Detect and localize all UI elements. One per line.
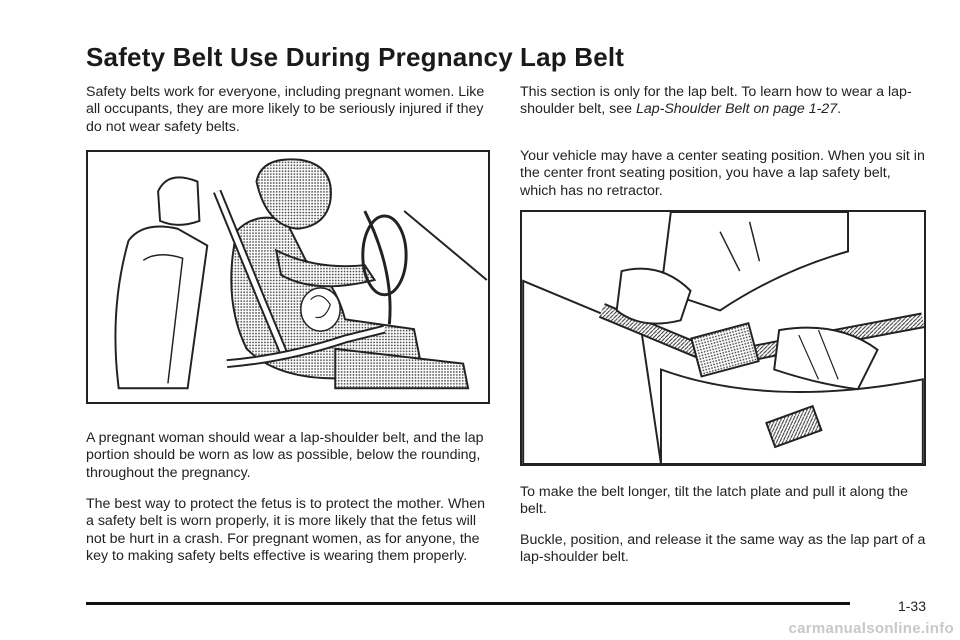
lap-belt-illustration [520, 210, 926, 466]
lap-belt-drawing [522, 212, 924, 464]
lap-belt-para-4: Buckle, position, and release it the same way as the lap part of a lap-shoulder belt. [520, 532, 926, 566]
pregnancy-heading: Safety Belt Use During Pregnancy [86, 42, 513, 72]
watermark: carmanualsonline.info [788, 620, 954, 637]
pregnancy-illustration [86, 150, 490, 404]
pregnancy-para-3: The best way to protect the fetus is to protect the mother. When a safety belt is worn properly, it is more likely that the fetus will not be hurt in a crash. For pregnant women, as for anyone, the key to making safety belts effective is wearing them properly. [86, 496, 486, 565]
page-number: 1-33 [897, 598, 926, 614]
lap-shoulder-belt-reference: Lap-Shoulder Belt on page 1-27 [635, 101, 838, 118]
pregnancy-belt-drawing [88, 152, 488, 402]
lap-belt-intro-text: This section is only for the lap belt. To learn how to wear a lap-shoulder belt, see [520, 84, 912, 118]
lap-belt-para-3: To make the belt longer, tilt the latch plate and pull it along the belt. [520, 484, 909, 518]
lap-belt-para-2: Your vehicle may have a center seating position. When you sit in the center front seating position, you have a lap safety belt, which has no retractor. [520, 148, 925, 199]
lap-belt-heading: Lap Belt [520, 42, 625, 72]
pregnancy-intro: Safety belts work for everyone, including pregnant women. Like all occupants, they are more likely to be seriously injured if they do not wear safety belts. [86, 84, 485, 135]
footer-rule [86, 602, 850, 605]
lap-belt-intro [520, 84, 926, 119]
pregnancy-para-2: A pregnant woman should wear a lap-shoulder belt, and the lap portion should be worn as low as possible, below the rounding, throughout the pregnancy. [86, 430, 484, 481]
lap-belt-intro-end: . [837, 101, 842, 118]
